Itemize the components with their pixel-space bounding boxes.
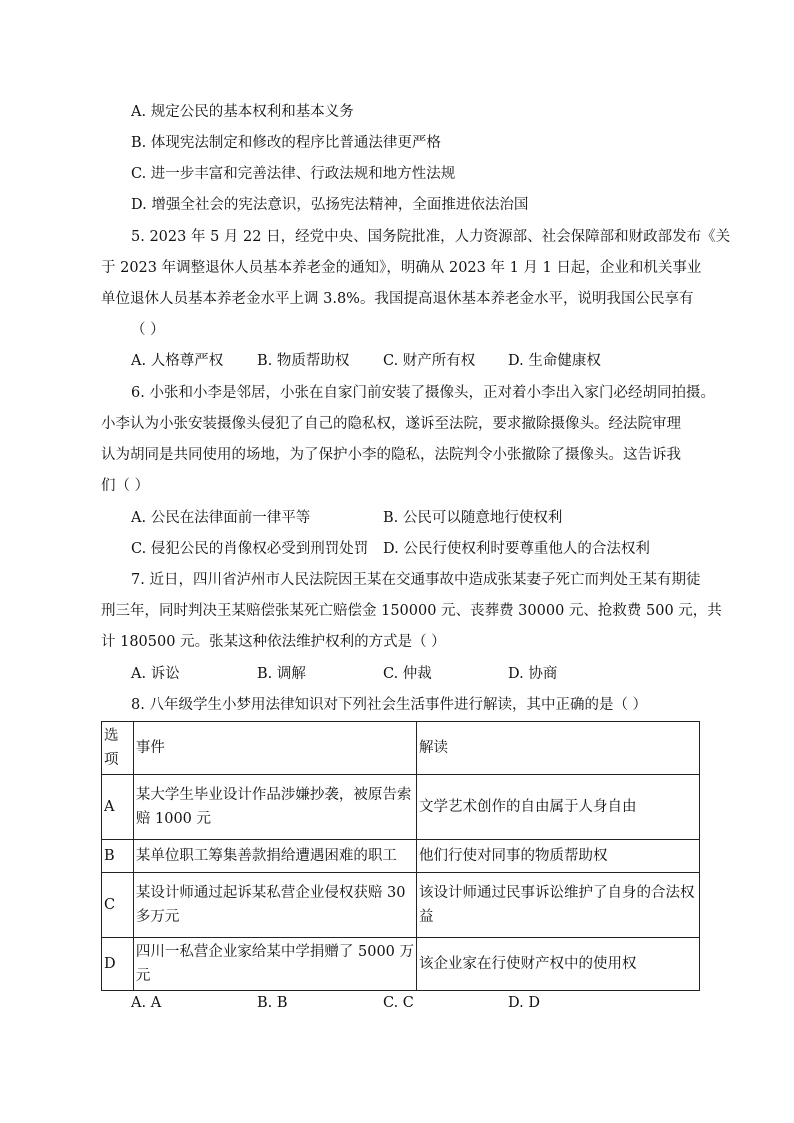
q5-option-c: C. 财产所有权 (383, 353, 476, 369)
table-cell-interpretation: 该企业家在行使财产权中的使用权 (417, 938, 700, 991)
table-cell-interpretation: 该设计师通过民事诉讼维护了自身的合法权益 (417, 873, 700, 938)
table-header-row (102, 722, 700, 775)
table-cell-event: 某设计师通过起诉某私营企业侵权获赔 30 多万元 (133, 873, 416, 938)
table-cell-option: C (102, 873, 134, 938)
table-row (102, 775, 700, 840)
q4-option-a: A. 规定公民的基本权利和基本义务 (131, 104, 354, 120)
q6-option-c: C. 侵犯公民的肖像权必受到刑罚处罚 (131, 541, 369, 557)
table-cell-event: 四川一私营企业家给某中学捐赠了 5000 万元 (133, 938, 416, 991)
q6-stem-line-4: 们（ ） (101, 478, 150, 494)
q7-option-a: A. 诉讼 (131, 666, 180, 682)
table-header-option: 选项 (102, 722, 134, 775)
table-header-event: 事件 (133, 722, 416, 775)
q5-stem-line-3: 单位退休人员基本养老金水平上调 3.8%。我国提高退休基本养老金水平，说明我国公民享有 (101, 291, 694, 307)
q7-stem-line-2: 刑三年，同时判决王某赔偿张某死亡赔偿金 150000 元、丧葬费 30000 元、抢救费 500 元，共 (101, 603, 722, 619)
q4-option-d: D. 增强全社会的宪法意识，弘扬宪法精神，全面推进依法治国 (131, 197, 529, 213)
table-cell-interpretation: 文学艺术创作的自由属于人身自由 (417, 775, 700, 840)
q5-option-a: A. 人格尊严权 (131, 353, 224, 369)
table-cell-option: B (102, 840, 134, 873)
q6-stem-line-2: 小李认为小张安装摄像头侵犯了自己的隐私权，遂诉至法院，要求撤除摄像头。经法院审理 (101, 416, 681, 432)
q8-stem: 8. 八年级学生小梦用法律知识对下列社会生活事件进行解读，其中正确的是（ ） (131, 697, 648, 713)
q7-option-b: B. 调解 (257, 666, 306, 682)
q5-option-d: D. 生命健康权 (508, 353, 601, 369)
q6-option-d: D. 公民行使权利时要尊重他人的合法权利 (383, 541, 650, 557)
q4-option-c: C. 进一步丰富和完善法律、行政法规和地方性法规 (131, 166, 456, 182)
q6-stem-line-1: 6. 小张和小李是邻居，小张在自家门前安装了摄像头，正对着小李出入家门必经胡同拍摄。 (131, 385, 715, 401)
table-header-interpretation: 解读 (417, 722, 700, 775)
q8-option-a: A. A (131, 995, 162, 1011)
q8-option-c: C. C (383, 995, 414, 1011)
table-row (102, 873, 700, 938)
q6-option-a: A. 公民在法律面前一律平等 (131, 510, 311, 526)
table-cell-event: 某大学生毕业设计作品涉嫌抄袭，被原告索赔 1000 元 (133, 775, 416, 840)
q5-answer-blank: （ ） (131, 322, 165, 338)
q8-option-b: B. B (257, 995, 288, 1011)
q6-option-b: B. 公民可以随意地行使权利 (383, 510, 563, 526)
table-cell-option: D (102, 938, 134, 991)
table-cell-interpretation: 他们行使对同事的物质帮助权 (417, 840, 700, 873)
table-cell-event: 某单位职工筹集善款捐给遭遇困难的职工 (133, 840, 416, 873)
q5-stem-line-1: 5. 2023 年 5 月 22 日，经党中央、国务院批准，人力资源部、社会保障部和财政部发布《关 (131, 229, 731, 245)
q5-option-b: B. 物质帮助权 (257, 353, 350, 369)
q7-option-c: C. 仲裁 (383, 666, 432, 682)
table-row (102, 840, 700, 873)
q4-option-b: B. 体现宪法制定和修改的程序比普通法律更严格 (131, 135, 441, 151)
q8-table (101, 721, 700, 991)
q6-stem-line-3: 认为胡同是共同使用的场地，为了保护小李的隐私，法院判令小张撤除了摄像头。这告诉我 (101, 447, 681, 463)
table-cell-option: A (102, 775, 134, 840)
q7-option-d: D. 协商 (508, 666, 558, 682)
q7-stem-line-1: 7. 近日，四川省泸州市人民法院因王某在交通事故中造成张某妻子死亡而判处王某有期徒 (131, 572, 701, 588)
q8-option-d: D. D (508, 995, 540, 1011)
table-row (102, 938, 700, 991)
q5-stem-line-2: 于 2023 年调整退休人员基本养老金的通知》，明确从 2023 年 1 月 1 日起，企业和机关事业 (101, 260, 702, 276)
q7-stem-line-3: 计 180500 元。张某这种依法维护权利的方式是（ ） (101, 634, 446, 650)
